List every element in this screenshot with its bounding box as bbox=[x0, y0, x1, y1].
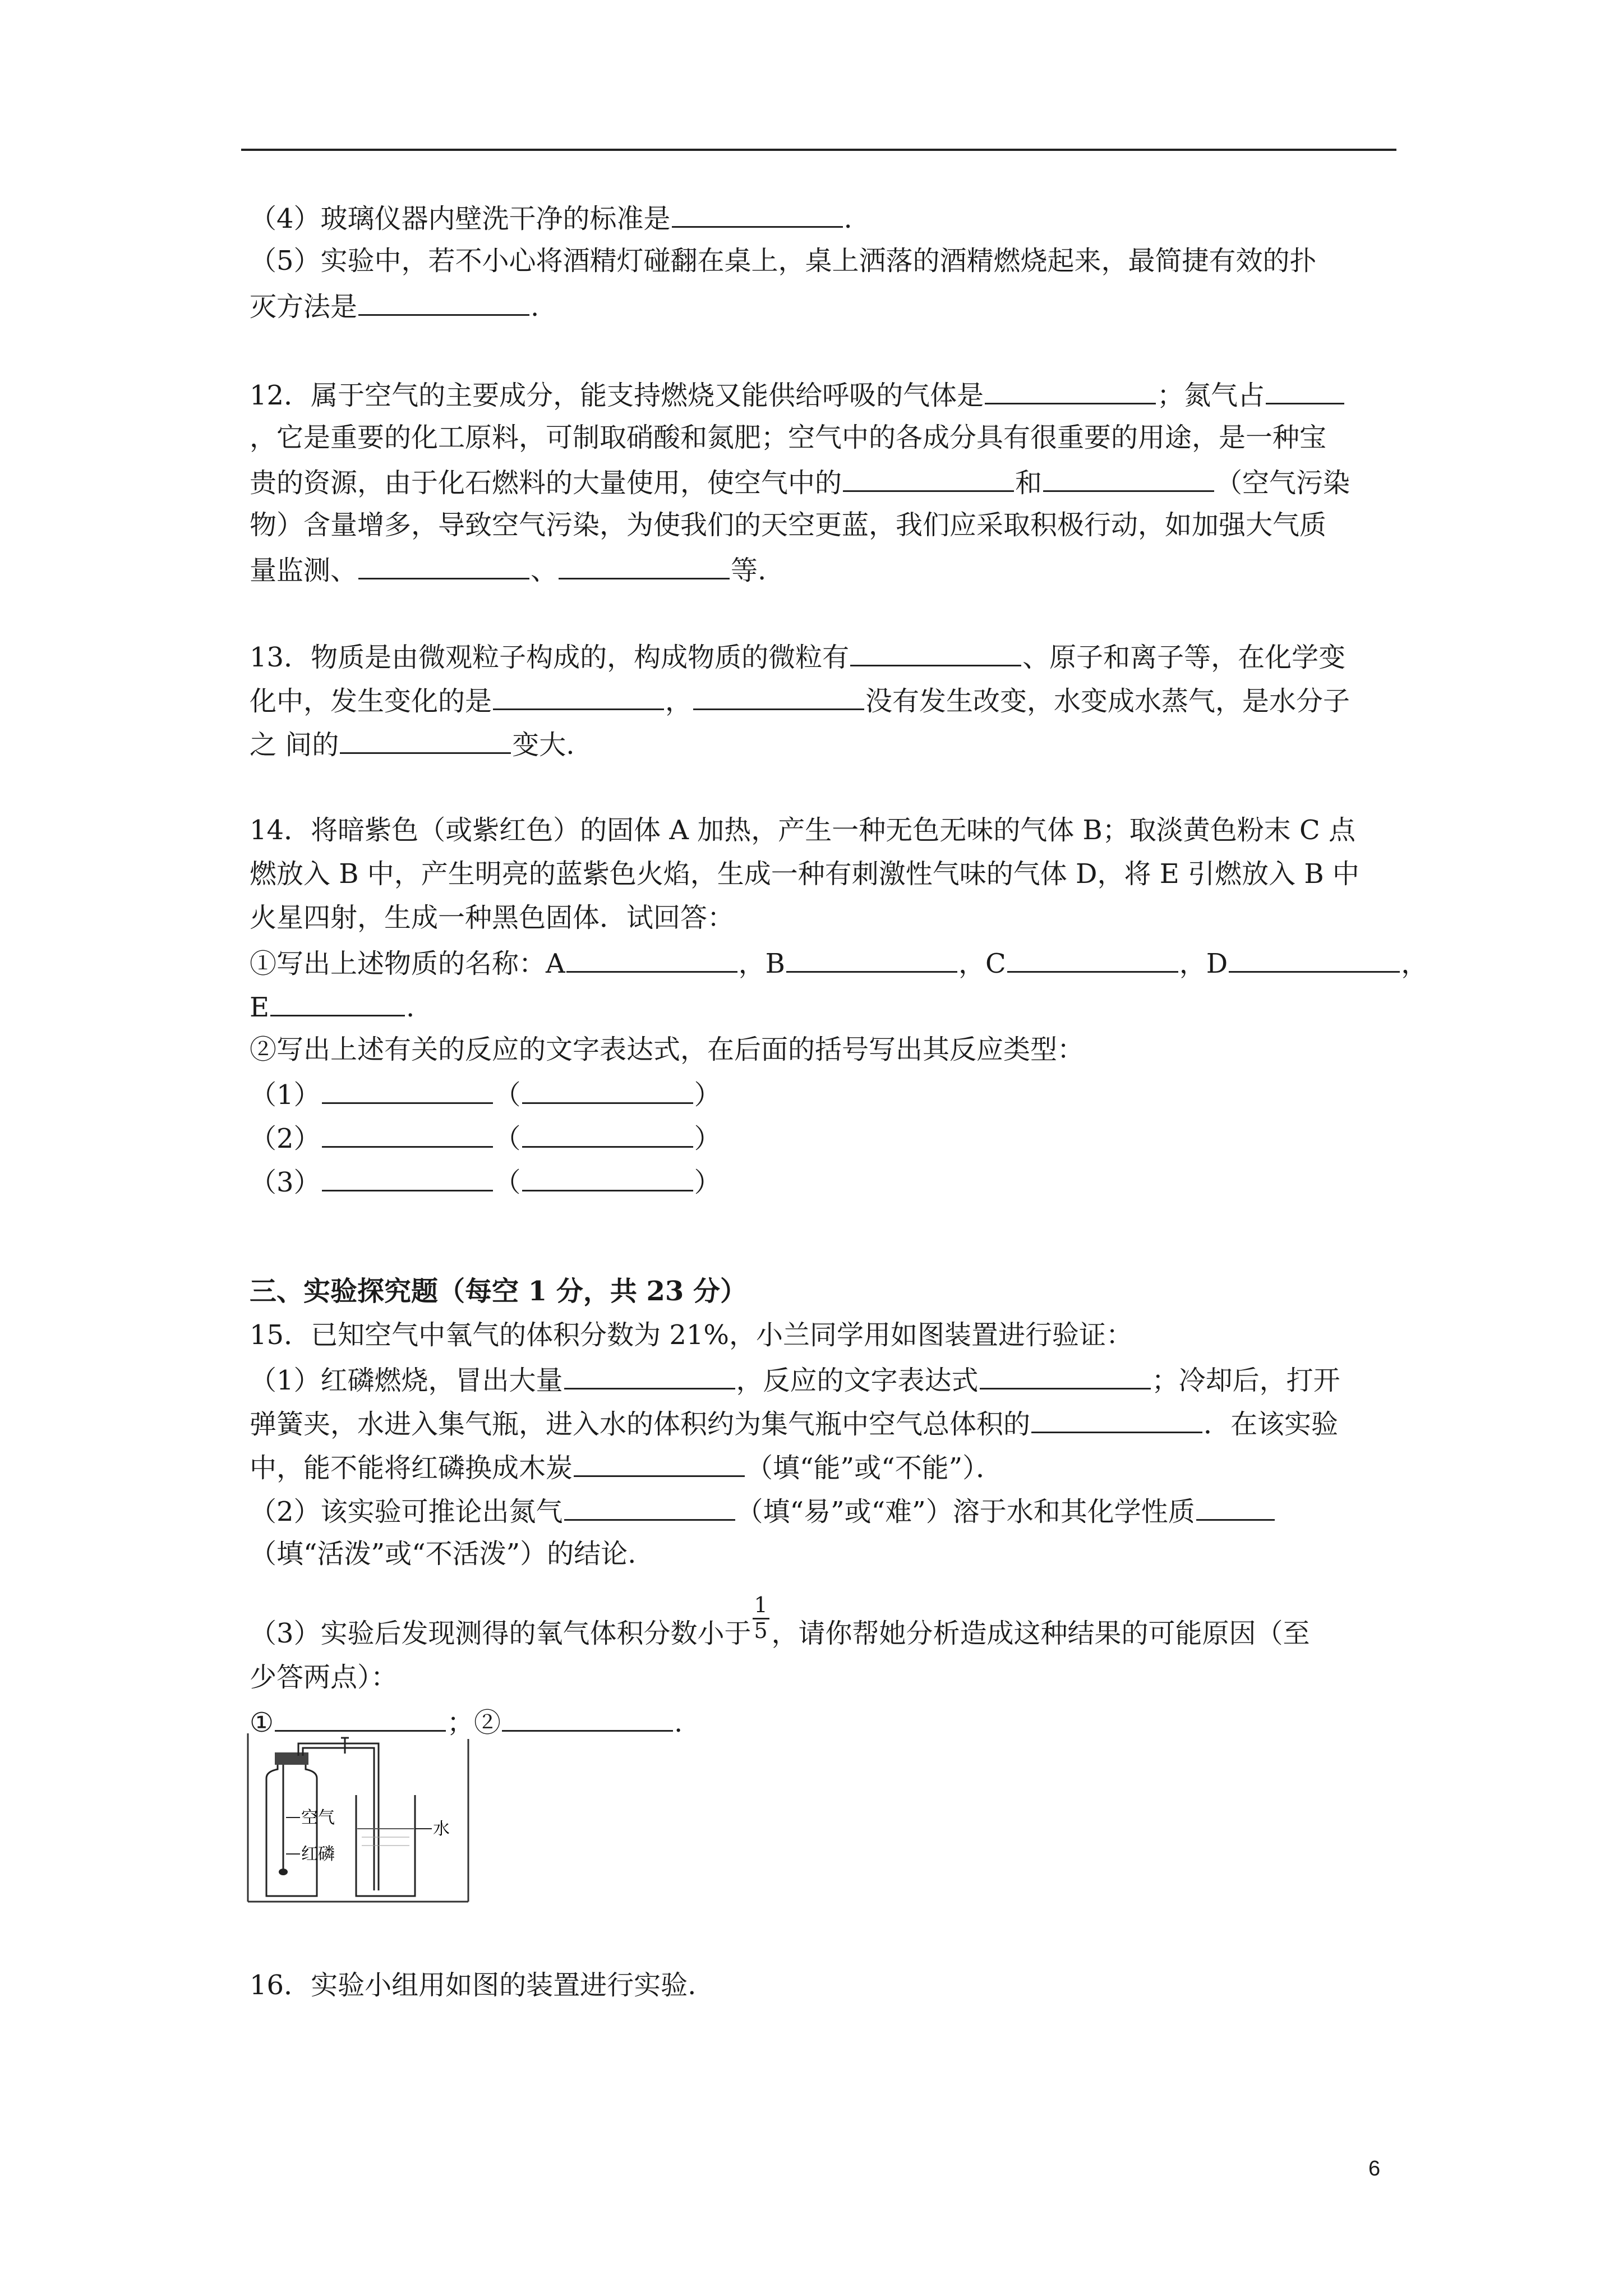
q15-line6: （填“活泼”或“不活泼”）的结论. bbox=[250, 1538, 637, 1570]
label-red-phosphorus: 红磷 bbox=[301, 1844, 335, 1864]
answer-blank[interactable] bbox=[980, 1361, 1151, 1389]
answer-blank[interactable] bbox=[1007, 944, 1178, 973]
q12-line5: 量监测、 、 等. bbox=[250, 551, 1388, 588]
gas-bottle bbox=[266, 1761, 317, 1896]
answer-blank[interactable] bbox=[275, 1703, 446, 1732]
experiment-apparatus-figure bbox=[247, 1733, 471, 1907]
answer-blank[interactable] bbox=[358, 287, 529, 316]
q15-line3: 弹簧夹，水进入集气瓶，进入水的体积约为集气瓶中空气总体积的 ．在该实验 bbox=[250, 1405, 1388, 1442]
answer-blank[interactable] bbox=[1196, 1492, 1275, 1521]
answer-blank[interactable] bbox=[559, 551, 730, 579]
answer-blank[interactable] bbox=[322, 1163, 493, 1191]
q15-line9: ① ；② . bbox=[250, 1703, 1388, 1741]
q15-line8: 少答两点）： bbox=[250, 1662, 398, 1693]
answer-blank[interactable] bbox=[843, 463, 1014, 492]
q15-line7: （3）实验后发现测得的氧气体积分数小于 $\frac{1}{5}$ ，请你帮她分析造成这种结果的可能原因（至 bbox=[250, 1616, 1388, 1651]
section-heading: 三、实验探究题（每空 1 分，共 23 分） bbox=[250, 1276, 748, 1307]
q14-line4: ①写出上述物质的名称：A ，B ，C ，D ， bbox=[250, 944, 1388, 982]
answer-blank[interactable] bbox=[564, 1361, 735, 1389]
answer-blank[interactable] bbox=[322, 1119, 493, 1148]
q11-item4: （4）玻璃仪器内壁洗干净的标准是 . bbox=[250, 199, 1388, 237]
answer-blank[interactable] bbox=[270, 988, 405, 1016]
q14-line1: 14．将暗紫色（或紫红色）的固体 A 加热，产生一种无色无味的气体 B；取淡黄色粉末 C 点 bbox=[250, 815, 1356, 846]
q13-line2: 化中，发生变化的是 ， 没有发生改变，水变成水蒸气，是水分子 bbox=[250, 682, 1388, 719]
q14-line5: E . bbox=[250, 988, 1388, 1025]
label-air: 空气 bbox=[301, 1808, 335, 1828]
answer-blank[interactable] bbox=[786, 944, 957, 973]
answer-blank[interactable] bbox=[850, 638, 1021, 666]
q12-line4: 物）含量增多，导致空气污染，为使我们的天空更蓝，我们应采取积极行动，如加强大气质 bbox=[250, 509, 1327, 541]
q15-line2: （1）红磷燃烧，冒出大量 ，反应的文字表达式 ；冷却后，打开 bbox=[250, 1361, 1388, 1398]
answer-blank[interactable] bbox=[502, 1703, 673, 1732]
q13-line1: 13．物质是由微观粒子构成的，构成物质的微粒有 、原子和离子等，在化学变 bbox=[250, 638, 1388, 675]
q14-line2: 燃放入 B 中，产生明亮的蓝紫色火焰，生成一种有刺激性气味的气体 D，将 E 引燃放入 B 中 bbox=[250, 858, 1359, 890]
answer-blank[interactable] bbox=[672, 199, 843, 228]
answer-blank[interactable] bbox=[493, 682, 664, 710]
q12-line3: 贵的资源，由于化石燃料的大量使用，使空气中的 和 （空气污染 bbox=[250, 463, 1388, 501]
q12-line1: 12．属于空气的主要成分，能支持燃烧又能供给呼吸的气体是 ；氮气占 bbox=[250, 376, 1388, 413]
q13-line3: 之 间的 变大. bbox=[250, 725, 1388, 763]
answer-blank[interactable] bbox=[566, 944, 737, 973]
q11-item5-line1: （5）实验中，若不小心将酒精灯碰翻在桌上，桌上洒落的酒精燃烧起来，最简捷有效的扑 bbox=[250, 245, 1317, 277]
answer-blank[interactable] bbox=[574, 1448, 745, 1477]
answer-blank[interactable] bbox=[1266, 376, 1344, 404]
page-number: 6 bbox=[1368, 2157, 1381, 2180]
red-phosphorus-spoon bbox=[279, 1869, 288, 1875]
q14-reaction-1: （1） （ ） bbox=[250, 1075, 1388, 1113]
label-water: 水 bbox=[433, 1819, 450, 1839]
answer-blank[interactable] bbox=[340, 725, 511, 754]
answer-blank[interactable] bbox=[522, 1119, 693, 1148]
q11-item5-line2: 灭方法是 . bbox=[250, 287, 1388, 325]
q15-line4: 中，能不能将红磷换成木炭 （填“能”或“不能”）． bbox=[250, 1448, 1388, 1486]
answer-blank[interactable] bbox=[522, 1075, 693, 1104]
q14-line6: ②写出上述有关的反应的文字表达式，在后面的括号写出其反应类型： bbox=[250, 1034, 1085, 1065]
answer-blank[interactable] bbox=[1229, 944, 1400, 973]
q16-line1: 16．实验小组用如图的装置进行实验. bbox=[250, 1970, 697, 2001]
q14-reaction-2: （2） （ ） bbox=[250, 1119, 1388, 1157]
answer-blank[interactable] bbox=[985, 376, 1156, 404]
answer-blank[interactable] bbox=[564, 1492, 735, 1521]
answer-blank[interactable] bbox=[1031, 1405, 1202, 1433]
header-rule bbox=[241, 149, 1396, 151]
answer-blank[interactable] bbox=[322, 1075, 493, 1104]
q15-line1: 15．已知空气中氧气的体积分数为 21%，小兰同学用如图装置进行验证： bbox=[250, 1319, 1133, 1351]
q14-line3: 火星四射，生成一种黑色固体．试回答： bbox=[250, 902, 735, 933]
q14-reaction-3: （3） （ ） bbox=[250, 1163, 1388, 1200]
answer-blank[interactable] bbox=[358, 551, 529, 579]
answer-blank[interactable] bbox=[1043, 463, 1214, 492]
q12-line2: ，它是重要的化工原料，可制取硝酸和氮肥；空气中的各成分具有很重要的用途，是一种宝 bbox=[250, 422, 1327, 453]
answer-blank[interactable] bbox=[522, 1163, 693, 1191]
fraction-one-fifth: $\frac{1}{5}$ bbox=[751, 1616, 771, 1651]
answer-blank[interactable] bbox=[693, 682, 864, 710]
q15-line5: （2）该实验可推论出氮气 （填“易”或“难”）溶于水和其化学性质 bbox=[250, 1492, 1388, 1530]
